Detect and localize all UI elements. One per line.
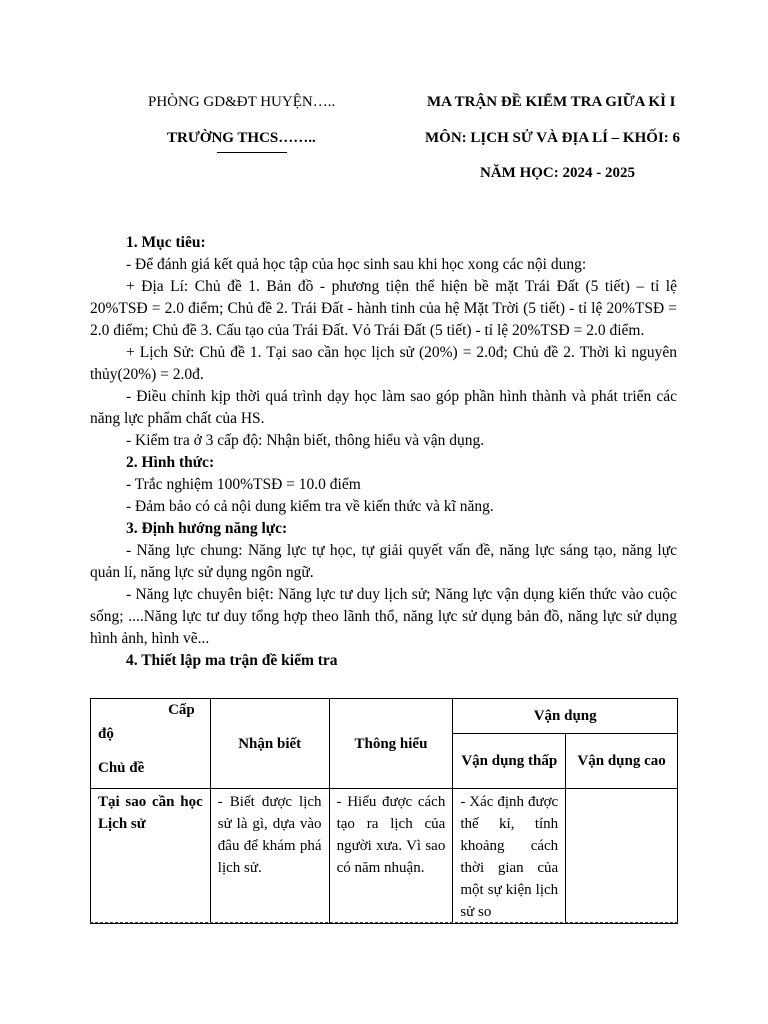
row-van-dung-cao-cell (566, 789, 678, 924)
row-nhan-biet-cell: - Biết được lịch sử là gì, dựa vào đâu để khám phá lịch sử. (210, 789, 329, 924)
assessment-matrix-table (90, 698, 678, 924)
header-van-dung: Vận dụng (453, 699, 678, 734)
corner-level-label: Cấp (168, 702, 195, 718)
header-van-dung-cao: Vận dụng cao (566, 734, 678, 789)
page-cut-line (90, 922, 678, 924)
header-van-dung-thap: Vận dụng thấp (453, 734, 566, 789)
section-1-paragraph: + Lịch Sử: Chủ đề 1. Tại sao cần học lịch sử (20%) = 2.0đ; Chủ đề 2. Thời kì nguyên thủy(20%) = 2.0đ. (90, 344, 677, 383)
department-label: PHÒNG GD&ĐT HUYỆN….. (148, 94, 336, 110)
row-van-dung-thap-cell: - Xác định được thế kỉ, tính khoảng cách thời gian của một sự kiện lịch sử so (453, 789, 566, 924)
school-underline (217, 152, 287, 153)
school-label: TRƯỜNG THCS…….. (167, 130, 316, 146)
header-thong-hieu: Thông hiểu (329, 699, 453, 789)
section-3-paragraph: - Năng lực chung: Năng lực tự học, tự giải quyết vấn đề, năng lực sáng tạo, năng lực quản lí, năng lực sử dụng ngôn ngữ. (90, 542, 677, 581)
document-body (90, 232, 677, 672)
section-4-title: 4. Thiết lập ma trận đề kiểm tra (126, 652, 338, 669)
section-1-paragraph: - Điều chỉnh kịp thời quá trình dạy học làm sao góp phần hình thành và phát triển các năng lực phẩm chất của HS. (90, 388, 677, 427)
section-1-paragraph: + Địa Lí: Chủ đề 1. Bản đồ - phương tiện thể hiện bề mặt Trái Đất (5 tiết) – tỉ lệ 20%TSĐ = 2.0 điểm; Chủ đề 2. Trái Đất - hành tinh của hệ Mặt Trời (5 tiết) - tỉ lệ 20%TSĐ = 2.0 điểm; Chủ đề 3. Cấu tạo của Trái Đất. Vỏ Trái Đất (5 tiết) - tỉ lệ 20%TSĐ = 2.0 điểm. (90, 278, 677, 339)
table-corner-cell (91, 699, 211, 789)
section-2-paragraph: - Đảm bảo có cả nội dung kiểm tra về kiến thức và kĩ năng. (126, 498, 494, 515)
section-2-paragraph: - Trắc nghiệm 100%TSĐ = 10.0 điểm (126, 476, 361, 493)
corner-topic-label: Chủ đề (98, 760, 145, 776)
row-thong-hieu-cell: - Hiểu được cách tạo ra lịch của người xưa. Vì sao có năm nhuận. (329, 789, 453, 924)
corner-level-label-2: độ (98, 726, 114, 742)
section-1-paragraph: - Kiểm tra ở 3 cấp độ: Nhận biết, thông hiểu và vận dụng. (126, 432, 485, 449)
section-1-title: 1. Mục tiêu: (126, 234, 206, 251)
header-nhan-biet: Nhận biết (210, 699, 329, 789)
subject-line: MÔN: LỊCH SỬ VÀ ĐỊA LÍ – KHỐI: 6 (425, 130, 681, 146)
school-year: NĂM HỌC: 2024 - 2025 (480, 165, 635, 181)
section-1-paragraph: - Để đánh giá kết quả học tập của học sinh sau khi học xong các nội dung: (126, 256, 587, 273)
document-title: MA TRẬN ĐỀ KIỂM TRA GIỮA KÌ I (427, 94, 676, 110)
section-3-paragraph: - Năng lực chuyên biệt: Năng lực tư duy lịch sử; Năng lực vận dụng kiến thức vào cuộc sống; ....Năng lực tư duy tổng hợp theo lãnh thổ, năng lực sử dụng bản đồ, năng lực sử dụng hình ảnh, hình vẽ... (90, 586, 677, 647)
table-row (91, 789, 678, 924)
table-header-row (91, 699, 678, 734)
section-2-title: 2. Hình thức: (126, 454, 215, 471)
section-3-title: 3. Định hướng năng lực: (126, 520, 288, 537)
row-topic-cell: Tại sao cần học Lịch sử (91, 789, 211, 924)
